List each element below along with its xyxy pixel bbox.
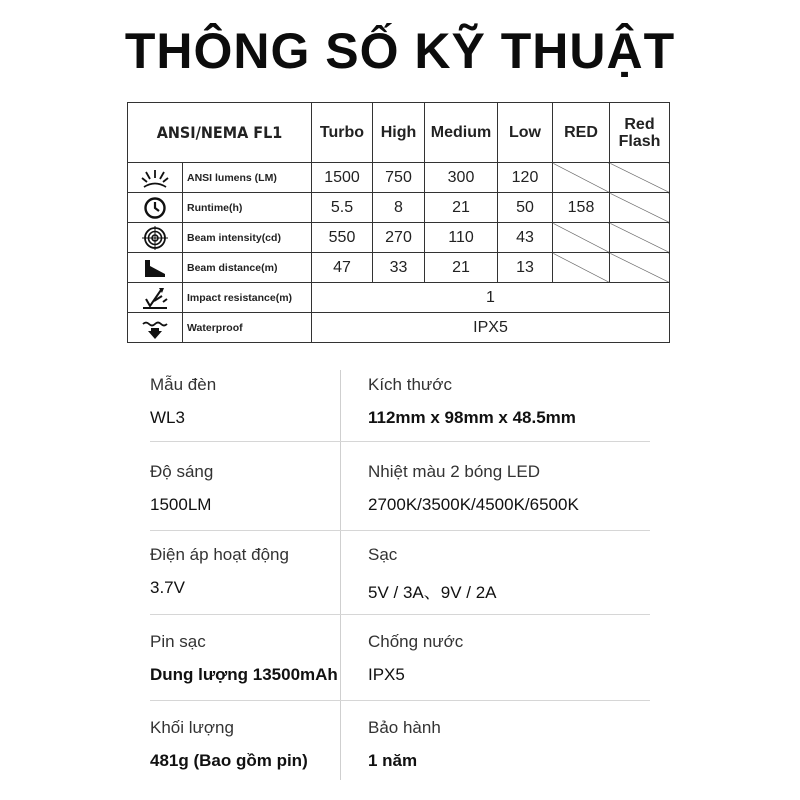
table-cell: 47 <box>312 253 373 283</box>
mode-header: High <box>373 103 425 163</box>
spec-label: Chống nước <box>368 632 464 651</box>
model-header: ANSI/NEMA FL1 <box>128 103 312 163</box>
spec-label: Sạc <box>368 545 398 564</box>
table-cell: 300 <box>425 163 498 193</box>
divider <box>340 370 341 780</box>
spec-label: Độ sáng <box>150 462 214 481</box>
page-title: THÔNG SỐ KỸ THUẬT <box>124 23 676 79</box>
divider <box>150 530 650 531</box>
table-cell: 120 <box>498 163 553 193</box>
row-label: Beam distance(m) <box>183 253 312 283</box>
row-label: Runtime(h) <box>183 193 312 223</box>
spec-value: 5V / 3A、9V / 2A <box>368 583 497 602</box>
divider <box>150 700 650 701</box>
spec-value: 1 năm <box>368 751 418 770</box>
mode-header: RED <box>553 103 610 163</box>
spec-label: Bảo hành <box>368 718 441 737</box>
table-cell: 158 <box>553 193 610 223</box>
table-cell: 50 <box>498 193 553 223</box>
table-cell: 43 <box>498 223 553 253</box>
table-cell: 13 <box>498 253 553 283</box>
row-label: Beam intensity(cd) <box>183 223 312 253</box>
mode-header: Medium <box>425 103 498 163</box>
table-cell: 750 <box>373 163 425 193</box>
spec-value: IPX5 <box>368 665 405 684</box>
table-cell: 1500 <box>312 163 373 193</box>
spec-label: Khối lượng <box>150 718 234 737</box>
spec-label: Kích thước <box>368 375 452 394</box>
spec-value: WL3 <box>150 408 185 427</box>
spec-value: 112mm x 98mm x 48.5mm <box>368 408 576 427</box>
table-cell: 21 <box>425 253 498 283</box>
row-label: ANSI lumens (LM) <box>183 163 312 193</box>
table-cell: 8 <box>373 193 425 223</box>
table-cell: IPX5 <box>312 313 670 343</box>
spec-value: 481g (Bao gồm pin) <box>150 751 308 770</box>
table-cell: 550 <box>312 223 373 253</box>
spec-value: Dung lượng 13500mAh <box>150 665 338 684</box>
table-cell: 5.5 <box>312 193 373 223</box>
divider <box>150 441 650 442</box>
mode-header: Turbo <box>312 103 373 163</box>
spec-value: 3.7V <box>150 578 185 597</box>
spec-label: Pin sạc <box>150 632 206 651</box>
table-cell: 21 <box>425 193 498 223</box>
row-label: Waterproof <box>183 313 312 343</box>
mode-header: Red Flash <box>610 103 670 163</box>
table-cell: 33 <box>373 253 425 283</box>
table-cell: 1 <box>312 283 670 313</box>
table-cell: 110 <box>425 223 498 253</box>
spec-value: 2700K/3500K/4500K/6500K <box>368 495 579 514</box>
spec-label: Nhiệt màu 2 bóng LED <box>368 462 540 481</box>
row-label: Impact resistance(m) <box>183 283 312 313</box>
spec-label: Mẫu đèn <box>150 375 217 394</box>
divider <box>150 614 650 615</box>
spec-label: Điện áp hoạt động <box>150 545 289 564</box>
spec-value: 1500LM <box>150 495 212 514</box>
table-cell: 270 <box>373 223 425 253</box>
mode-header: Low <box>498 103 553 163</box>
